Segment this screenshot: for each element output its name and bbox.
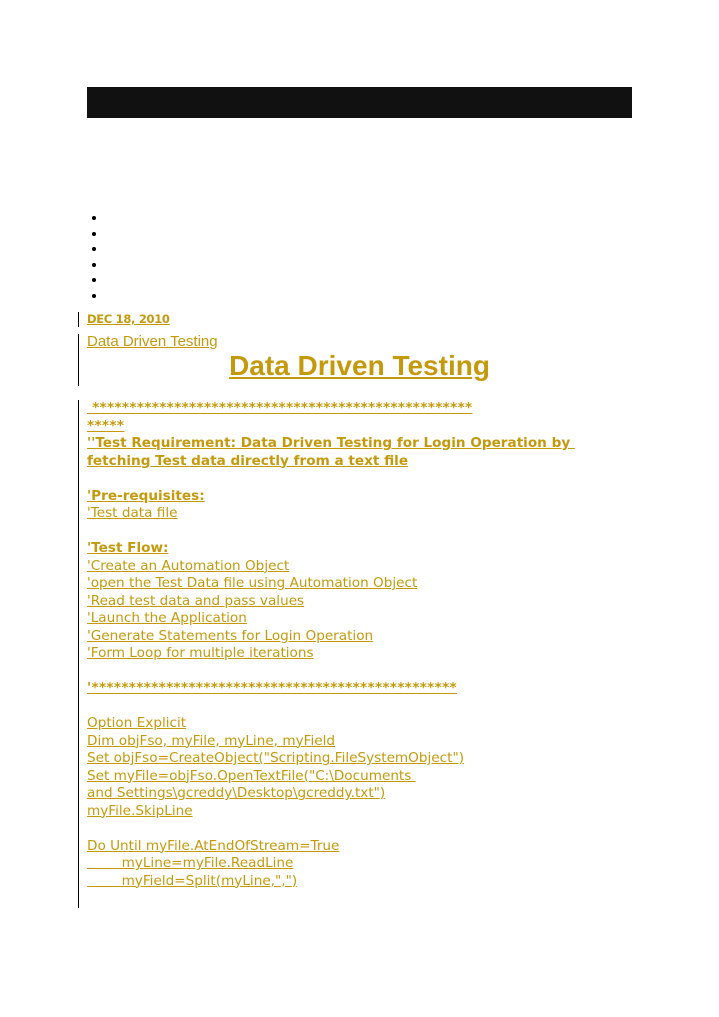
flow-item[interactable]: 'open the Test Data file using Automation Object: [87, 575, 418, 591]
nav-bullet-list: [86, 210, 106, 304]
flow-heading[interactable]: 'Test Flow:: [87, 540, 169, 556]
code-line[interactable]: Option Explicit: [87, 715, 187, 731]
prereq-heading[interactable]: 'Pre-requisites:: [87, 487, 205, 504]
header-bar: [87, 87, 632, 118]
code-line[interactable]: Set myFile=objFso.OpenTextFile("C:\Documents: [87, 767, 416, 784]
flow-item[interactable]: 'Launch the Application: [87, 610, 247, 626]
code-line[interactable]: myField=Split(myLine,","): [87, 872, 298, 889]
code-line[interactable]: Do Until myFile.AtEndOfStream=True: [87, 837, 340, 854]
code-line[interactable]: Set objFso=CreateObject("Scripting.FileSystemObject"): [87, 750, 465, 766]
flow-item[interactable]: 'Generate Statements for Login Operation: [87, 627, 374, 644]
separator-text[interactable]: '*************************************************: [87, 680, 457, 696]
divider: [78, 400, 79, 908]
prereq-item[interactable]: 'Test data file: [87, 505, 178, 521]
post-date-link[interactable]: DEC 18, 2010: [87, 312, 170, 326]
code-line[interactable]: myFile.SkipLine: [87, 802, 193, 819]
separator-text[interactable]: ***************************************************: [87, 400, 473, 416]
breadcrumb-link[interactable]: Data Driven Testing: [87, 333, 218, 350]
flow-item[interactable]: 'Read test data and pass values: [87, 592, 305, 609]
flow-item[interactable]: 'Form Loop for multiple iterations: [87, 645, 314, 661]
code-line[interactable]: Dim objFso, myFile, myLine, myField: [87, 732, 335, 749]
requirement-text[interactable]: ''Test Requirement: Data Driven Testing for Login Operation by: [87, 435, 575, 451]
divider: [78, 334, 79, 386]
code-line[interactable]: myLine=myFile.ReadLine: [87, 855, 294, 871]
page-title[interactable]: Data Driven Testing: [229, 350, 490, 381]
divider: [78, 312, 79, 327]
flow-item[interactable]: 'Create an Automation Object: [87, 557, 290, 574]
code-line[interactable]: and Settings\gcreddy\Desktop\gcreddy.txt"): [87, 785, 386, 801]
post-body: [87, 400, 632, 890]
requirement-text[interactable]: fetching Test data directly from a text file: [87, 452, 409, 469]
separator-text[interactable]: *****: [87, 417, 125, 434]
